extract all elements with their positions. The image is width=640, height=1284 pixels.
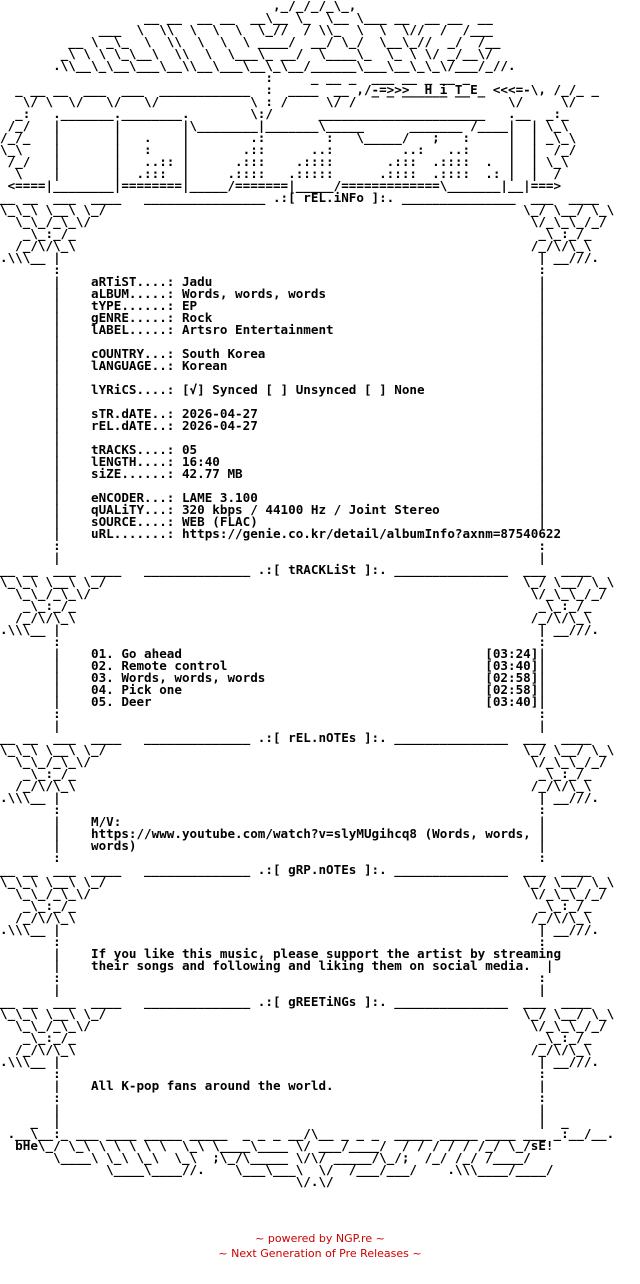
nfo-art-text: ,_/_/_/_\_, __ __ __ __ __\__ \_ \__ \___ __ __ __ __ ___ \ \\ \ \ \ \_// / \\_ \ \ \// / /___ __ \ _\_ \ \\ \ \ \ ____/ __/ \_/ \__\_// _/ /__ _\ \ \ \_\__\ \\ \ \___\_ __/ \____\_ \_ \ \/ _/__\/ .\\__\_\__\___\__\\__\___\__\_\__/______\___\__\_\_\/___/_//. : _ __ _ ___ __ _ __ _ _ __ __ ___ ___ ____________ : ____ __ ,/-=>>> H i T E <<<=-\, /_/_ _ \/ \ \/ \/ \/ \ : / \/ / ‾ ‾ ‾‾‾‾‾‾ ‾‾ ‾ \/ \/ _: ._______.________. \:/ ______________________ .__ _:_ /_/ | | |\________|_______\_____ _______ /____| | \_\ /_/_ | | . | .: : \_____/ ; : | | _\_\ \_\ | | : | .:: ..: ..: ..: | | /_/ /_/ | | ..:: | .::: .:::: .::: .:::: . | | \_\ \ | | .::: | .:::: .::::: .:::: .:::: .: | | / <====|________|========|_____/=======|_____/=============\_______|__|===> __ __ ___ ____ ________________ .:[ rEL.iNFo ]:. _______________ ___ ____ \_\_\ \__\ \_/ \_/ \__/ \_\ \_\_/_\_\/ \/_\_\_/_/ _\_:_/_ _\_:_/_ /_/\/\_\ /_/\/\_\ .\\\__ | | __///. : : | aRTiST....: Jadu | | aLBUM.....: Words, words, words | | tYPE......: EP | | gENRE.....: Rock | | lABEL.....: Artsro Entertainment | | | | cOUNTRY...: South Korea | | lANGUAGE..: Korean | | | | lYRiCS....: [√] Synced [ ] Unsynced [ ] None | | | | sTR.dATE..: 2026-04-27 | | rEL.dATE..: 2026-04-27 | | | | tRACKS....: 05 | | lENGTH....: 16:40 | | siZE......: 42.77 MB | | | | eNCODER...: LAME 3.100 | | qUALiTY...: 320 kbps / 44100 Hz / Joint Stereo | | sOURCE....: WEB (FLAC) | | uRL.......: https://genie.co.kr/detail/albumInfo?axnm=87540622 : : | | __ __ ___ ____ ______________ .:[ tRACKLiSt ]:. _______________ ___ ____ \_\_\ \__\ \_/ \_/ \__/ \_\ \_\_/_\_\/ \/_\_\_/_/ _\_:_/_ _\_:_/_ /_/\/\_\ /_/\/\_\ .\\\__ | | __///. : : | 01. Go ahead [03:24]| | 02. Remote control [03:40]| | 03. Words, words, words [02:58]| | 04. Pick one [02:58]| | 05. Deer [03:40]| : : | | __ __ ___ ____ ______________ .:[ rEL.nOTEs ]:. _______________ ___ ____ \_\_\ \__\ \_/ \_/ \__/ \_\ \_\_/_\_\/ \/_\_\_/_/ _\_:_/_ _\_:_/_ /_/\/\_\ /_/\/\_\ .\\\__ | | __///. : : | M/V: | | https://www.youtube.com/watch?v=slyMUgihcq8 (Words, words, | | words) | : : __ __ ___ ____ ______________ .:[ gRP.nOTEs ]:. _______________ ___ ____ \_\_\ \__\ \_/ \_/ \__/ \_\ \_\_/_\_\/ \/_\_\_/_/ _\_:_/_ _\_:_/_ /_/\/\_\ /_/\/\_\ .\\\__ | | __///. : : | If you like this music, please support the artist by streaming | their songs and following and liking them on social media. | : : | | __ __ ___ ____ ______________ .:[ gREETiNGs ]:. _______________ ___ ____ \_\_\ \__\ \_/ \_/ \__/ \_\ \_\_/_\_\/ \/_\_\_/_/ _\_:_/_ _\_:_/_ /_/\/\_\ /_/\/\_\ .\\\__ | | __///. : : | All K-pop fans around the world. | : : | | _ | | _ .__\__:_ ___ ____ _____ _____ _ _ _ __/\__ _ _ _ _____ _____ ____ ___ _:__/__. bHe\_/ \_\ \ \ \ \ \ \_\ \____\____ \/ ___/____/ / / / / / /_/ \_/sE! \____\ \_\ \_\ \_\ ;\_/\_____ \/\/ _____/\_/; /_/ /_/ /____/ \____\____//. \___\___\ \/ /___/___/ .\\\____/____/ \/.\/ — [0, 0, 615, 1189]
powered-by-credit: ~ powered by NGP.re ~ — [255, 1232, 385, 1245]
ngp-tagline-credit: ~ Next Generation of Pre Releases ~ — [218, 1247, 422, 1260]
